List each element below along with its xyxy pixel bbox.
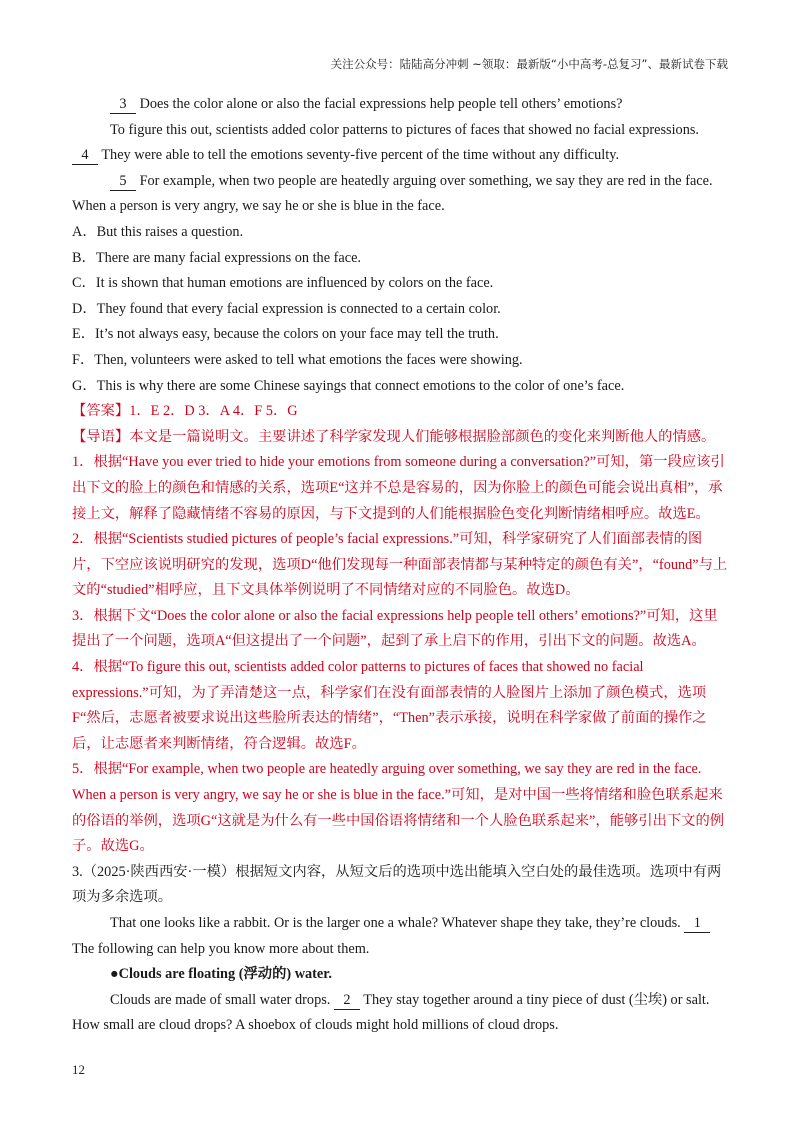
explanation-4: 4．根据“To figure this out, scientists added color patterns to pictures of faces that showed no facial expressions.”可知，为了弄清楚这一点，科学家们在没有面部表情的人脸图片上添加了颜色模式，选项F“然后，志愿者被要求说出这些脸所表达的情绪”，“Then”表示承接，说明在科学家做了前面的操作之后，让志愿者来判断情绪，符合逻辑。故选F。 [72, 659, 707, 752]
option-a: A．But this raises a question. [72, 223, 244, 240]
q3-heading: ●Clouds are floating (浮动的) water. [110, 966, 332, 983]
explanation-2: 2．根据“Scientists studied pictures of people’s facial expressions.”可知，科学家研究了人们面部表情的图片，下空应该说明研究的发现，选项D“他们发现每一种面部表情都与某种特定的颜色有关”，“found”与上文的“studied”相呼应，且下文具体举例说明了不同情绪对应的不同脸色。故选D。 [72, 531, 728, 599]
explanation-1: 1．根据“Have you ever tried to hide your emotions from someone during a conversation?”可知，第一段应该引出下文的脸上的颜色和情感的关系，选项E“这并不总是容易的，因为你脸上的颜色可能会说出真相”，承接上文，解释了隐藏情绪不容易的原因，与下文提到的人们能根据脸色变化判断情绪相呼应。故选E。 [72, 454, 725, 522]
answer-label: 【答案】 [72, 403, 130, 420]
guide-label: 【导语】 [72, 428, 130, 445]
answer-line [72, 399, 728, 425]
p2-text: To figure this out, scientists added color patterns to pictures of faces that showed no facial expressions. [110, 121, 699, 138]
page-number: 12 [72, 1062, 85, 1077]
answer-text: 1．E 2．D 3．A 4．F 5．G [129, 403, 298, 420]
blank-5[interactable]: 5 [110, 173, 136, 191]
explanation-3: 3．根据下文“Does the color alone or also the facial expressions help people tell others’ emotions?”可知，这里提出了一个问题，选项A“但这提出了一个问题”，起到了承上启下的作用，引出下文的问题。故选A。 [72, 607, 718, 650]
option-c: C．It is shown that human emotions are influenced by colors on the face. [72, 275, 494, 292]
guide-line [72, 425, 728, 451]
q3-blank-2[interactable]: 2 [334, 992, 360, 1010]
q3-p1-cont: The following can help you know more about them. [72, 940, 370, 957]
explanation-5: 5．根据“For example, when two people are heatedly arguing over something, we say they are red in the face. When a person is very angry, we say he or she is blue in the face.”可知，是对中国一些将情绪和脸色联系起来的俗语的举例，选项G“这就是为什么有一些中国俗语将情绪和一个人脸色联系起来”，能够引出下文的例子。故选G。 [72, 761, 725, 855]
question-3-intro: 3.（2025·陕西西安·一模）根据短文内容，从短文后的选项中选出能填入空白处的最佳选项。选项中有两项为多余选项。 [72, 863, 722, 906]
q3-text: Does the color alone or also the facial expressions help people tell others’ emotions? [139, 96, 623, 112]
passage-paragraph-q4 [72, 118, 728, 169]
blank-4[interactable]: 4 [72, 147, 98, 165]
passage-paragraph-q5 [72, 169, 728, 220]
document-body [72, 92, 728, 1039]
p2-cont: They were able to tell the emotions seventy-five percent of the time without any difficulty. [101, 147, 620, 164]
q3-p1-text: That one looks like a rabbit. Or is the larger one a whale? Whatever shape they take, they’re clouds. [110, 915, 681, 931]
q3-passage-paragraph-2 [72, 988, 728, 1039]
blank-3[interactable]: 3 [110, 96, 136, 114]
option-f: F．Then, volunteers were asked to tell what emotions the faces were showing. [72, 351, 523, 368]
q3-passage-paragraph-1 [72, 911, 728, 962]
q3-p2-a: Clouds are made of small water drops. [110, 991, 331, 1008]
guide-text: 本文是一篇说明文。主要讲述了科学家发现人们能够根据脸部颜色的变化来判断他人的情感。 [129, 428, 716, 445]
p3-text: For example, when two people are heatedly arguing over something, we say they are red in the face. When a person is very angry, we say he or she is blue in the face. [72, 172, 713, 215]
option-g: G．This is why there are some Chinese sayings that connect emotions to the color of one’s face. [72, 377, 625, 394]
passage-paragraph-q3 [72, 92, 728, 118]
option-d: D．They found that every facial expression is connected to a certain color. [72, 300, 501, 317]
q3-p2-b: They stay together around a tiny piece of dust (尘埃) or salt. How small are cloud drops? A shoebox of clouds might hold millions of cloud drops. [72, 991, 710, 1034]
q3-blank-1[interactable]: 1 [684, 915, 710, 933]
option-b: B．There are many facial expressions on the face. [72, 249, 361, 266]
page-header: 关注公众号：陆陆高分冲刺 ~领取：最新版“小中高考-总复习”、最新试卷下载 [330, 57, 728, 71]
option-e: E．It’s not always easy, because the colors on your face may tell the truth. [72, 326, 499, 343]
